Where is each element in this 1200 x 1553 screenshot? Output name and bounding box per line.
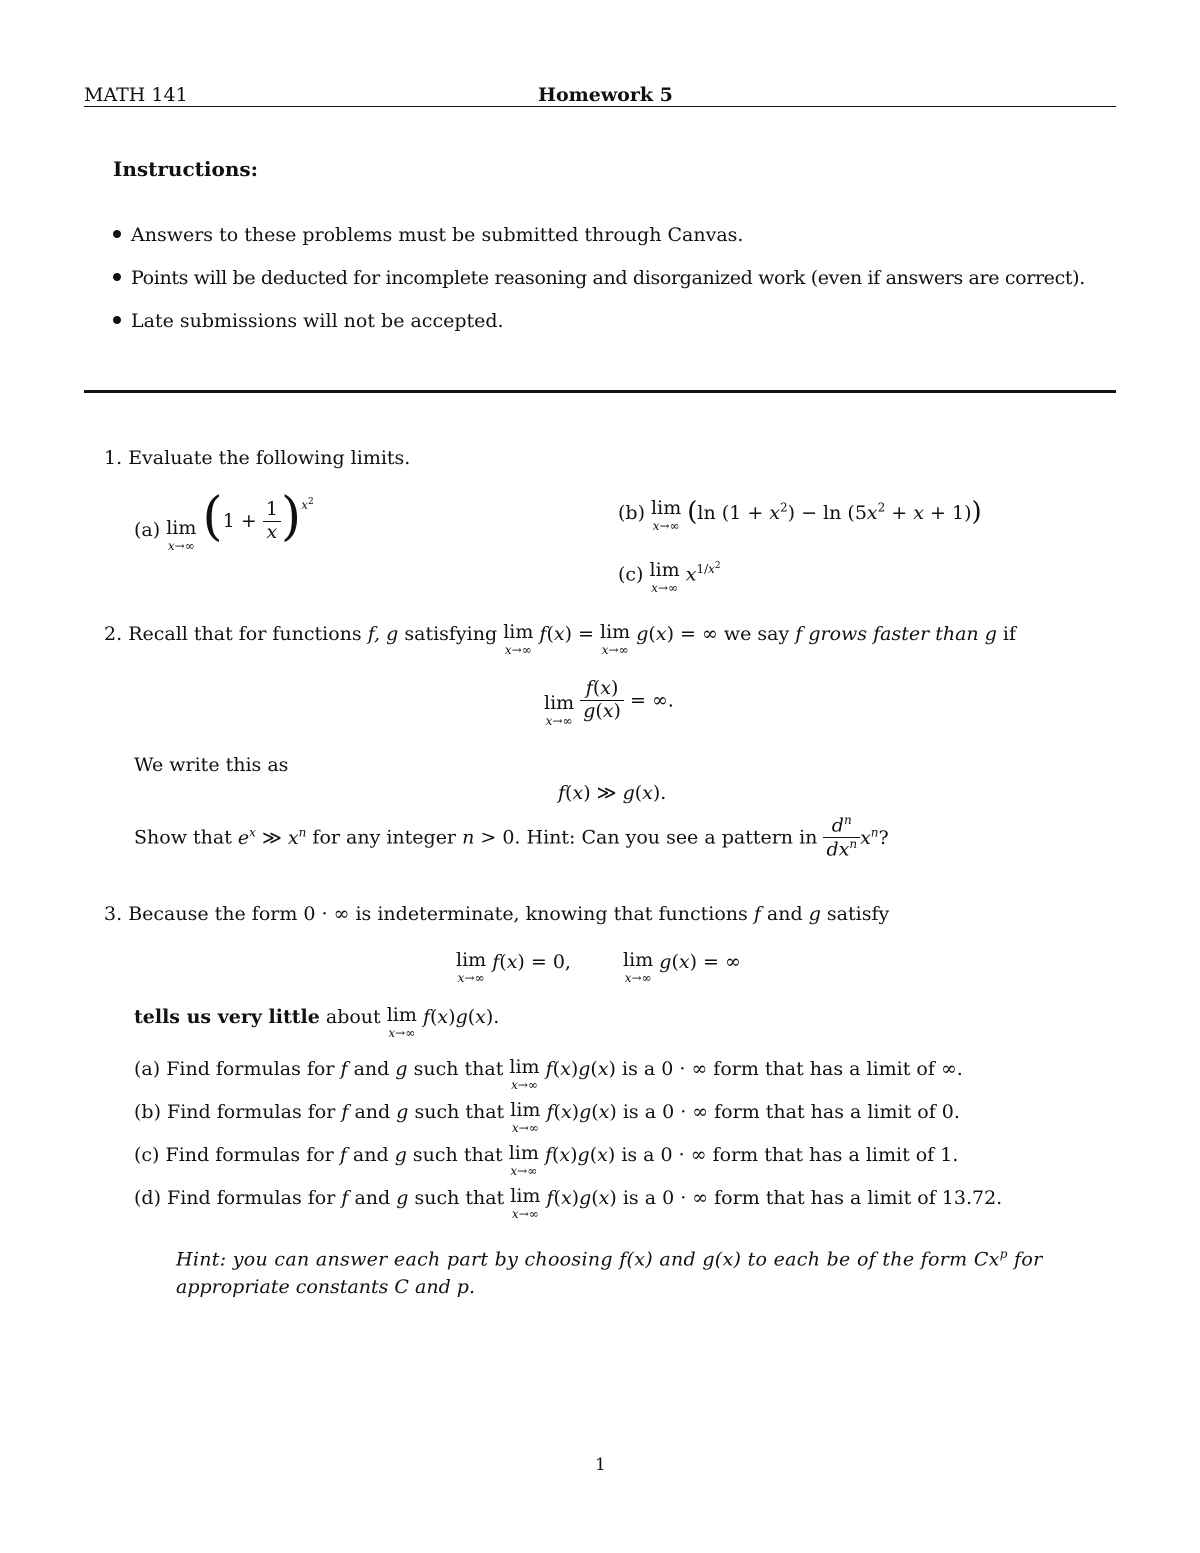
problem-text: is a 0 · ∞ form that has a limit of 13.72. — [622, 1187, 1003, 1209]
fraction: $\frac{f(x)}{g(x)}$ — [580, 678, 624, 723]
problem-3-part: (c) Find formulas for f and g such that lim x→∞ f(x)g(x) is a 0 · ∞ form that has a limit of 1. — [134, 1142, 959, 1178]
problem-text: about — [325, 1006, 381, 1028]
problem-3: 3. Because the form 0 · ∞ is indeterminate, knowing that functions f and g satisfy — [104, 903, 890, 925]
hint-text: to each be of the form — [747, 1248, 968, 1271]
problem-3-part: (a) Find formulas for f and g such that lim x→∞ f(x)g(x) is a 0 · ∞ form that has a limit of ∞. — [134, 1056, 963, 1092]
problem-1a: (a) lim x→∞ (1 + $\frac{1}{x}$ )$^{x^2}$ — [134, 487, 314, 553]
display-equation: lim x→∞ $\frac{f(x)}{g(x)}$ = ∞. — [544, 677, 674, 728]
problem-text: Find formulas for — [167, 1187, 336, 1209]
problem-text: for any integer — [312, 826, 457, 849]
limit-expression: lim x→∞ — [509, 1056, 540, 1092]
limit-expression: lim x→∞ — [386, 1004, 417, 1040]
bullet-icon — [113, 273, 121, 281]
limit-expression: lim x→∞ — [456, 949, 487, 985]
problem-text: such that — [412, 1144, 503, 1166]
emphasis-text: grows faster than — [808, 623, 979, 645]
problem-text: Hint: Can you see a pattern in — [526, 826, 818, 849]
display-equation: lim x→∞ f(x) = 0, lim x→∞ g(x) = ∞ — [456, 949, 741, 985]
bullet-icon — [113, 316, 121, 324]
problem-text: is a 0 · ∞ form that has a limit of ∞. — [622, 1058, 963, 1080]
problem-text: Recall that for functions — [128, 623, 362, 645]
display-equation: f(x) ≫ g(x). — [558, 782, 667, 804]
problem-text: and — [766, 903, 803, 925]
problem-1c: (c) lim x→∞ $x^{1/x^2}$ — [618, 559, 721, 595]
instruction-bullet — [113, 267, 1085, 289]
bold-text: tells us very little — [134, 1006, 320, 1028]
problem-3-statement: tells us very little about lim x→∞ f(x)g(x). — [134, 1004, 500, 1040]
problem-text: and — [354, 1187, 391, 1209]
section-divider — [84, 390, 1116, 393]
instruction-bullet — [113, 310, 504, 332]
limit-expression: lim x→∞ — [510, 1099, 541, 1135]
problem-text: and — [354, 1101, 391, 1123]
problem-text: is a 0 · ∞ form that has a limit of 0. — [622, 1101, 960, 1123]
problem-3-hint: Hint: you can answer each part by choosing f(x) and g(x) to each be of the form Cx$^p$ for — [176, 1247, 1043, 1271]
problem-text: we say — [723, 623, 790, 645]
problem-text: satisfy — [826, 903, 890, 925]
fraction: $\frac{d^n}{dx^n}$ — [823, 814, 860, 861]
hint-text: Hint: you can answer each part by choosing — [176, 1248, 613, 1271]
part-label: (d) — [134, 1187, 161, 1209]
hint-text: for — [1014, 1248, 1043, 1271]
part-label: (a) — [134, 1058, 161, 1080]
problem-3-part: (b) Find formulas for f and g such that lim x→∞ f(x)g(x) is a 0 · ∞ form that has a limit of 0. — [134, 1099, 960, 1135]
problem-text: Show that — [134, 826, 232, 849]
part-label: (b) — [618, 502, 645, 524]
course-label: MATH 141 — [84, 84, 188, 106]
problem-text: Find formulas for — [166, 1058, 335, 1080]
hint-text: and — [659, 1248, 696, 1271]
instructions-heading: Instructions: — [113, 157, 259, 181]
problem-text: We write this as — [134, 754, 289, 776]
bullet-text: Points will be deducted for incomplete reasoning and disorganized work (even if answers are correct). — [131, 267, 1085, 289]
problem-2-task: Show that $e^x$ ≫ $x^n$ for any integer n > 0. Hint: Can you see a pattern in $\frac{d^n}{dx^n}$ $x^n$? — [134, 813, 889, 861]
bullet-icon — [113, 230, 121, 238]
part-label: (c) — [134, 1144, 160, 1166]
problem-text: Evaluate the following limits. — [128, 447, 411, 469]
problem-1 — [104, 447, 410, 469]
limit-expression: lim x→∞ — [651, 497, 682, 533]
math-expression: 1 + — [222, 510, 263, 532]
limit-expression: lim x→∞ — [166, 517, 197, 553]
problem-text: Because the form 0 · ∞ is indeterminate, knowing that functions — [128, 903, 748, 925]
instruction-bullet — [113, 224, 743, 246]
problem-text: such that — [414, 1187, 505, 1209]
part-label: (b) — [134, 1101, 161, 1123]
paren: ( — [202, 487, 223, 547]
fraction: $\frac{1}{x}$ — [263, 499, 281, 544]
problem-text: Find formulas for — [165, 1144, 334, 1166]
hint-text: appropriate constants C and p. — [176, 1276, 475, 1298]
problem-3-part: (d) Find formulas for f and g such that lim x→∞ f(x)g(x) is a 0 · ∞ form that has a limit of 13.72. — [134, 1185, 1003, 1221]
limit-expression: lim x→∞ — [503, 621, 534, 657]
problem-text: such that — [413, 1058, 504, 1080]
part-label: (a) — [134, 519, 161, 541]
problem-1b: (b) lim x→∞ (ln $(1 + x^2) - \ln (5x^2 + x + 1)$) — [618, 497, 982, 533]
problem-text: Find formulas for — [167, 1101, 336, 1123]
limit-expression: lim x→∞ — [623, 949, 654, 985]
bullet-text: Answers to these problems must be submitted through Canvas. — [131, 224, 744, 246]
problem-text: satisfying — [404, 623, 498, 645]
problem-number: 1. — [104, 447, 123, 469]
problem-text: if — [1002, 623, 1017, 645]
problem-text: and — [352, 1144, 389, 1166]
header-rule — [84, 106, 1116, 107]
bullet-text: Late submissions will not be accepted. — [131, 310, 504, 332]
problem-text: such that — [414, 1101, 505, 1123]
limit-expression: lim x→∞ — [544, 692, 575, 728]
problem-number: 3. — [104, 903, 123, 925]
page-number: 1 — [595, 1455, 606, 1475]
problem-2: 2. Recall that for functions f, g satisfying lim x→∞ f(x) = lim x→∞ g(x) = ∞ we say f grows faster than g if — [104, 621, 1017, 657]
part-label: (c) — [618, 563, 644, 586]
problem-number: 2. — [104, 623, 123, 645]
page-title: Homework 5 — [538, 84, 673, 106]
paren: ) — [280, 487, 302, 547]
limit-expression: lim x→∞ — [600, 621, 631, 657]
limit-expression: lim x→∞ — [510, 1185, 541, 1221]
limit-expression: lim x→∞ — [649, 559, 680, 595]
limit-expression: lim x→∞ — [508, 1142, 539, 1178]
problem-text: is a 0 · ∞ form that has a limit of 1. — [621, 1144, 959, 1166]
problem-text: and — [353, 1058, 390, 1080]
